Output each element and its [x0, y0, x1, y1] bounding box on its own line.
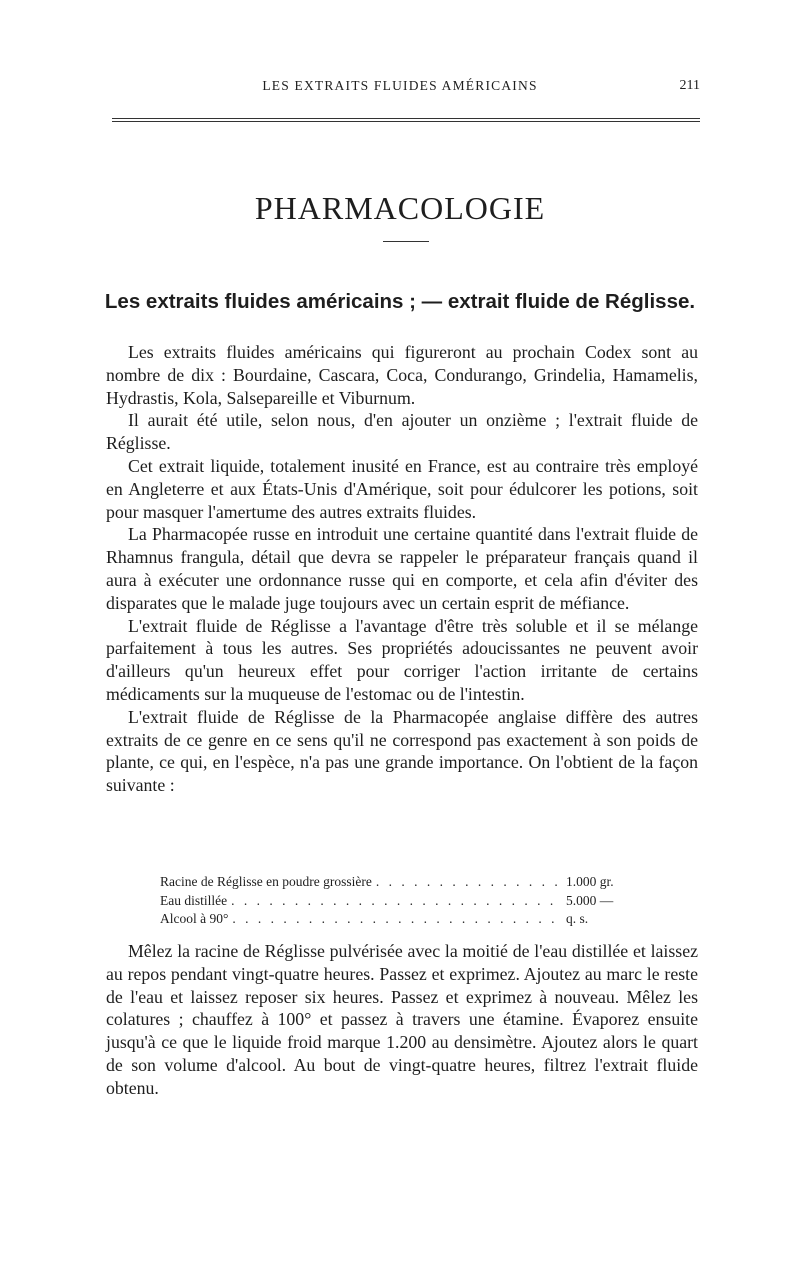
paragraph: Cet extrait liquide, totalement inusité en France, est au contraire très employé en Angleterre et aux États-Unis d'Amérique, soit pour édulcorer les potions, soit pour masquer l'amertume des autres extraits fluides.: [106, 455, 698, 522]
recipe-quantity: 5.000 —: [566, 892, 614, 908]
paragraph: Mêlez la racine de Réglisse pulvérisée avec la moitié de l'eau distillée et laissez au repos pendant vingt-quatre heures. Passez et exprimez. Ajoutez au marc le reste de l'eau et laissez reposer six heures. Passez et exprimez à nouveau. Mêlez les colatures ; chauffez à 100° et passez à travers une étamine. Évaporez ensuite jusqu'à ce que le liquide froid marque 1.200 au densimètre. Ajoutez alors le quart de son volume d'alcool. Au bout de vingt-quatre heures, filtrez l'extrait fluide obtenu.: [106, 941, 698, 1098]
recipe-ingredient: Alcool à 90°: [160, 911, 229, 926]
paragraph: Les extraits fluides américains qui figureront au prochain Codex sont au nombre de dix : Bourdaine, Cascara, Coca, Condurango, Grindelia, Hamamelis, Hydrastis, Kola, Salsepareille et Viburnum.: [106, 342, 698, 408]
article-subtitle: Les extraits fluides américains ; — extrait fluide de Réglisse.: [104, 290, 696, 313]
paragraph: Il aurait été utile, selon nous, d'en ajouter un onzième ; l'extrait fluide de Réglisse.: [106, 410, 698, 454]
recipe-quantity: q. s.: [566, 911, 589, 926]
recipe-quantity: 1.000 gr.: [566, 874, 614, 889]
leader-dots: [376, 873, 562, 892]
leader-dots: [231, 892, 562, 911]
paragraph: L'extrait fluide de Réglisse a l'avantage d'être très soluble et il se mélange parfaitement à tous les autres. Ses propriétés adoucissantes ne peuvent avoir d'ailleurs qu'un heureux effet pour corriger l'action irritante de certains médicaments sur la muqueuse de l'estomac ou de l'intestin.: [106, 615, 698, 704]
preparation-method: [106, 940, 698, 1100]
section-title: PHARMACOLOGIE: [254, 190, 546, 226]
leader-dots: [232, 910, 562, 929]
paragraph: L'extrait fluide de Réglisse de la Pharmacopée anglaise diffère des autres extraits de ce genre en ce sens qu'il ne correspond pas exactement à son poids de plante, ce qui, en l'espèce, n'a pas une grande importance. On l'obtient de la façon suivante :: [106, 706, 698, 796]
recipe-ingredient: Racine de Réglisse en poudre grossière: [160, 874, 372, 889]
header-rule: [112, 118, 700, 122]
recipe-row: [160, 892, 640, 911]
page-number: 211: [679, 78, 700, 93]
recipe-row: [160, 910, 640, 929]
recipe-ingredient: Eau distillée: [160, 892, 228, 908]
running-head: [100, 78, 700, 98]
paragraph: La Pharmacopée russe en introduit une certaine quantité dans l'extrait fluide de Rhamnus frangula, détail que devra se rappeler le préparateur français quand il aura à exécuter une ordonnance russe qui en comporte, et cela afin d'éviter des disparates que le malade juge toujours avec un certain esprit de méfiance.: [106, 524, 698, 613]
title-rule: [383, 241, 429, 242]
article-body: [106, 341, 698, 797]
running-title: LES EXTRAITS FLUIDES AMÉRICAINS: [262, 78, 538, 93]
recipe-row: [160, 873, 640, 892]
recipe-table: [160, 873, 640, 929]
